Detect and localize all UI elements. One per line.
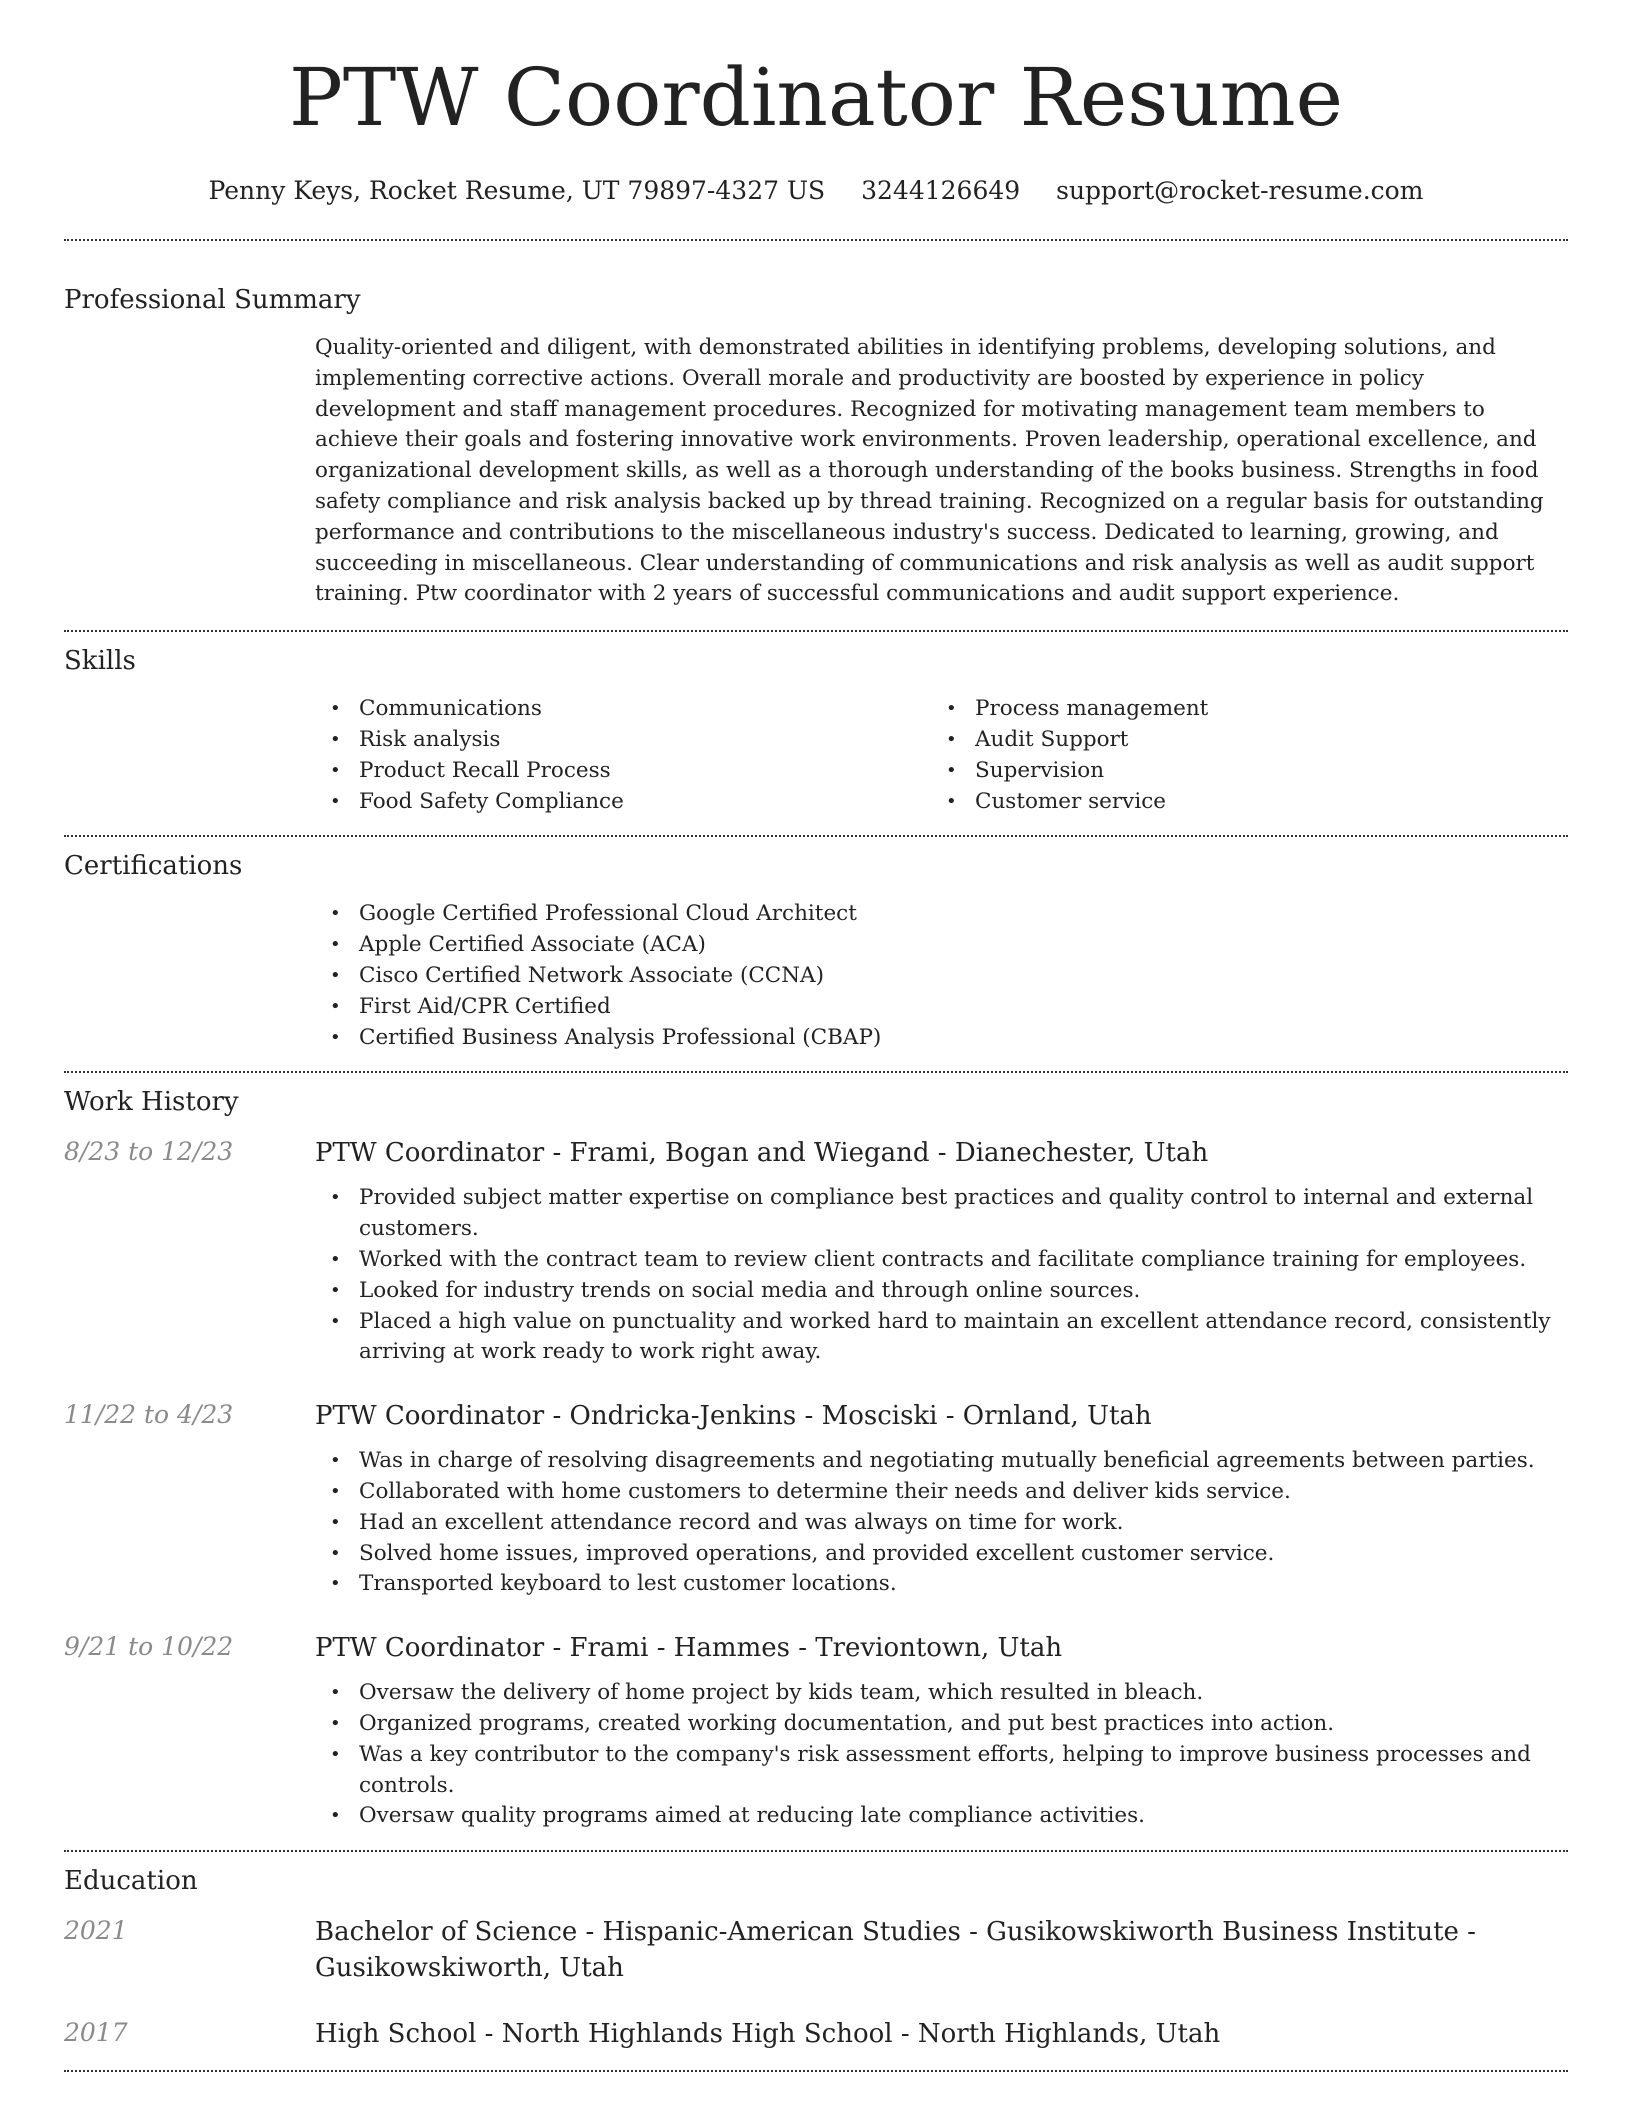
skills-section <box>64 648 1568 817</box>
job-bullets <box>315 1678 1568 1832</box>
section-title-work: Work History <box>64 1087 239 1118</box>
list-item: • Was in charge of resolving disagreements and negotiating mutually beneficial agreements between parties. <box>315 1446 1568 1477</box>
job-dates: 9/21 to 10/22 <box>64 1632 234 1662</box>
certifications-section <box>64 853 1568 1053</box>
divider <box>64 835 1568 837</box>
list-item: • Audit Support <box>931 725 1547 756</box>
summary-section <box>64 287 1568 610</box>
skills-columns <box>315 694 1568 817</box>
job-entry <box>64 1630 1568 1832</box>
list-item: • Provided subject matter expertise on compliance best practices and quality control to internal and external customers. <box>315 1183 1568 1245</box>
job-heading: PTW Coordinator - Frami - Hammes - Treviontown, Utah <box>315 1633 1063 1664</box>
education-heading: High School - North Highlands High School - North Highlands, Utah <box>315 2019 1221 2050</box>
list-item: • Solved home issues, improved operations, and provided excellent customer service. <box>315 1539 1568 1570</box>
education-section <box>64 1868 1568 2052</box>
divider <box>64 239 1568 241</box>
list-item: • Collaborated with home customers to determine their needs and deliver kids service. <box>315 1477 1568 1508</box>
list-item: • Cisco Certified Network Associate (CCNA) <box>315 961 1568 992</box>
divider <box>64 2070 1568 2072</box>
job-dates: 8/23 to 12/23 <box>64 1137 234 1167</box>
divider <box>64 1850 1568 1852</box>
list-item: • Organized programs, created working documentation, and put best practices into action. <box>315 1709 1568 1740</box>
list-item: • First Aid/CPR Certified <box>315 992 1568 1023</box>
skills-list-left <box>315 694 931 817</box>
divider <box>64 630 1568 632</box>
list-item: • Oversaw the delivery of home project by kids team, which resulted in bleach. <box>315 1678 1568 1709</box>
list-item: • Google Certified Professional Cloud Architect <box>315 899 1568 930</box>
skills-list-right <box>931 694 1547 817</box>
education-heading: Bachelor of Science - Hispanic-American Studies - Gusikowskiworth Business Institute - Gusikowskiworth, Utah <box>315 1917 1476 1984</box>
section-title-skills: Skills <box>64 646 136 677</box>
list-item: • Oversaw quality programs aimed at reducing late compliance activities. <box>315 1801 1568 1832</box>
list-item: • Certified Business Analysis Professional (CBAP) <box>315 1023 1568 1054</box>
list-item: • Placed a high value on punctuality and worked hard to maintain an excellent attendance record, consistently arriving at work ready to work right away. <box>315 1307 1568 1369</box>
job-heading: PTW Coordinator - Ondricka-Jenkins - Mosciski - Ornland, Utah <box>315 1401 1152 1432</box>
contact-phone: 3244126649 <box>861 176 1021 205</box>
list-item: • Transported keyboard to lest customer locations. <box>315 1569 1568 1600</box>
job-entry <box>64 1135 1568 1368</box>
certifications-list <box>315 899 1568 1053</box>
work-section <box>64 1089 1568 1832</box>
education-year: 2021 <box>64 1916 128 1946</box>
list-item: • Was a key contributor to the company's risk assessment efforts, helping to improve business processes and controls. <box>315 1740 1568 1802</box>
job-heading: PTW Coordinator - Frami, Bogan and Wiegand - Dianechester, Utah <box>315 1138 1209 1169</box>
contact-address: Penny Keys, Rocket Resume, UT 79897-4327 US <box>208 176 826 205</box>
list-item: • Risk analysis <box>315 725 931 756</box>
list-item: • Food Safety Compliance <box>315 787 931 818</box>
list-item: • Product Recall Process <box>315 756 931 787</box>
section-title-certifications: Certifications <box>64 851 243 882</box>
education-entry <box>64 1914 1568 1986</box>
certifications-content <box>315 899 1568 1053</box>
education-year: 2017 <box>64 2018 128 2048</box>
list-item: • Worked with the contract team to review client contracts and facilitate compliance training for employees. <box>315 1245 1568 1276</box>
education-entry <box>64 2016 1568 2052</box>
section-title-summary: Professional Summary <box>64 285 361 315</box>
list-item: • Looked for industry trends on social media and through online sources. <box>315 1276 1568 1307</box>
job-dates: 11/22 to 4/23 <box>64 1400 234 1430</box>
contact-line <box>64 176 1568 205</box>
job-bullets <box>315 1446 1568 1600</box>
list-item: • Supervision <box>931 756 1547 787</box>
list-item: • Had an excellent attendance record and was always on time for work. <box>315 1508 1568 1539</box>
list-item: • Customer service <box>931 787 1547 818</box>
list-item: • Process management <box>931 694 1547 725</box>
list-item: • Communications <box>315 694 931 725</box>
resume-title: PTW Coordinator Resume <box>289 51 1343 144</box>
section-title-education: Education <box>64 1866 198 1897</box>
resume-page <box>64 0 1568 2072</box>
contact-email: support@rocket-resume.com <box>1056 176 1424 205</box>
list-item: • Apple Certified Associate (ACA) <box>315 930 1568 961</box>
job-bullets <box>315 1183 1568 1368</box>
job-entry <box>64 1398 1568 1600</box>
divider <box>64 1071 1568 1073</box>
summary-text: Quality-oriented and diligent, with demonstrated abilities in identifying problems, developing solutions, and implementing corrective actions. Overall morale and productivity are boosted by experience in policy development and staff management procedures. Recognized for motivating management team members to achieve their goals and fostering innovative work environments. Proven leadership, operational excellence, and organizational development skills, as well as a thorough understanding of the books business. Strengths in food safety compliance and risk analysis backed up by thread training. Recognized on a regular basis for outstanding performance and contributions to the miscellaneous industry's success. Dedicated to learning, growing, and succeeding in miscellaneous. Clear understanding of communications and risk analysis as well as audit support training. Ptw coordinator with 2 years of successful communications and audit support experience. <box>315 335 1544 607</box>
